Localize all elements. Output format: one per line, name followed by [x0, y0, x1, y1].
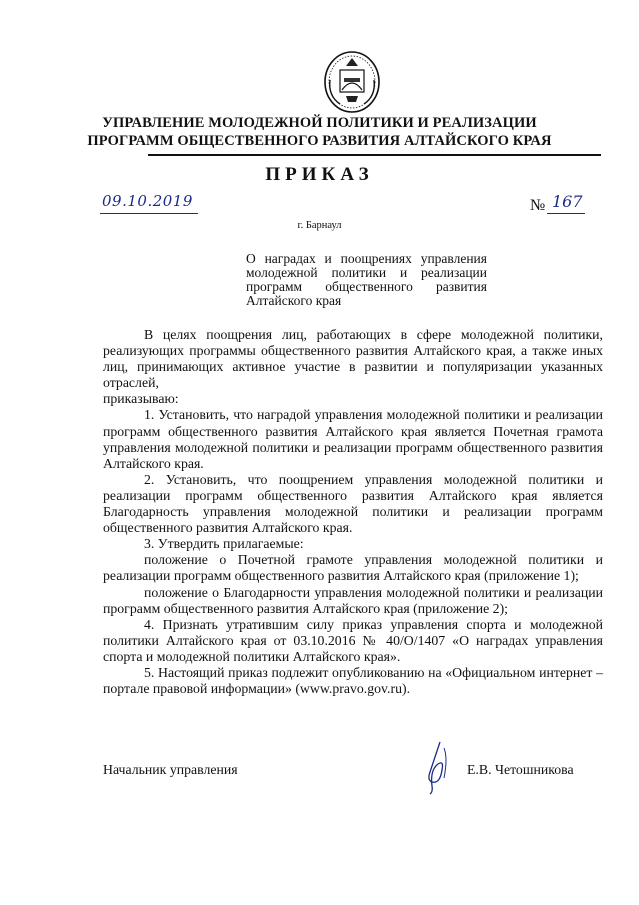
org-name-line1: УПРАВЛЕНИЕ МОЛОДЕЖНОЙ ПОЛИТИКИ И РЕАЛИЗАЦИИ [102, 115, 537, 131]
number-label: № [530, 197, 546, 214]
document-date: 09.10.2019 [102, 192, 193, 210]
document-subject: О наградах и поощрениях управления молодежной политики и реализации программ общественного развития Алтайского края [246, 251, 487, 308]
clause-5: 5. Настоящий приказ подлежит опубликованию на «Официальном интернет – портале правовой информации» (www.pravo.gov.ru). [103, 664, 603, 697]
clause-1: 1. Установить, что наградой управления молодежной политики и реализации программ общественного развития Алтайского края является Почетная грамота управления молодежной политики и реализации программ общественного развития Алтайского края. [103, 407, 603, 471]
date-underline [100, 213, 198, 214]
clause-3-item-2: положение о Благодарности управления молодежной политики и реализации программ общественного развития Алтайского края (приложение 2); [103, 584, 603, 616]
document-title: ПРИКАЗ [265, 164, 374, 185]
clause-3: 3. Утвердить прилагаемые: [144, 536, 304, 552]
org-name-line2: ПРОГРАММ ОБЩЕСТВЕННОГО РАЗВИТИЯ АЛТАЙСКОГО КРАЯ [87, 133, 552, 149]
signatory-name: Е.В. Четошникова [467, 762, 574, 777]
header-divider [148, 154, 601, 156]
document-body [103, 327, 603, 697]
document-city: г. Барнаул [297, 220, 342, 231]
signatory-position: Начальник управления [103, 762, 238, 777]
clause-3-item-1: положение о Почетной грамоте управления молодежной политики и реализации программ общественного развития Алтайского края (приложение 1); [103, 552, 603, 584]
order-word: приказываю: [103, 391, 179, 407]
preamble-paragraph: В целях поощрения лиц, работающих в сфере молодежной политики, реализующих программы общественного развития Алтайского края, а также иных лиц, принимающих активное участие в развитии и популяризации указанных отраслей, [103, 327, 603, 391]
altai-coat-of-arms-icon [322, 50, 382, 114]
number-underline [547, 213, 585, 214]
handwritten-signature [418, 738, 456, 796]
document-number: 167 [552, 192, 583, 211]
clause-4: 4. Признать утратившим силу приказ управления спорта и молодежной политики Алтайского края от 03.10.2016 № 40/О/1407 «О наградах управления спорта и молодежной политики Алтайского края». [103, 616, 603, 664]
clause-2: 2. Установить, что поощрением управления молодежной политики и реализации программ общественного развития Алтайского края является Благодарность управления молодежной политики и реализации программ общественного развития Алтайского края. [103, 471, 603, 536]
